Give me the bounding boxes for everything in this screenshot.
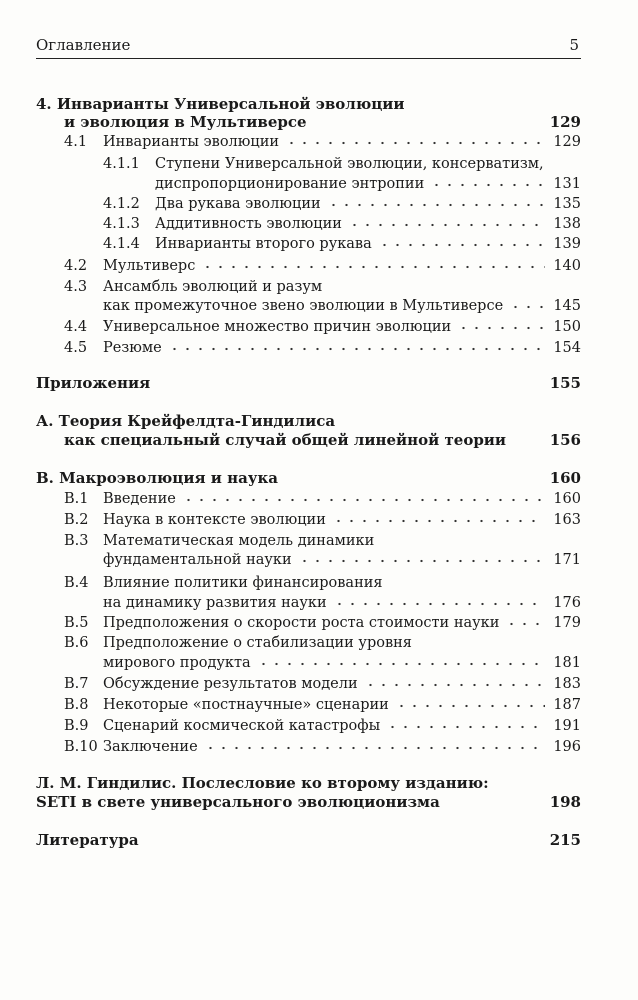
entry-title-line1: Предположение о стабилизации уровня bbox=[103, 635, 412, 651]
appendix-a-page: 156 bbox=[549, 431, 581, 449]
dot-leader bbox=[332, 519, 545, 523]
entry-title-line1: Ансамбль эволюций и разум bbox=[103, 279, 323, 295]
entry-title: Универсальное множество причин эволюции bbox=[103, 319, 452, 335]
dot-leader bbox=[505, 622, 545, 626]
header-title: Оглавление bbox=[36, 36, 131, 54]
entry-page: 145 bbox=[553, 298, 581, 314]
dot-leader bbox=[457, 326, 545, 330]
dot-leader bbox=[364, 683, 546, 687]
chapter-4-title-line2[interactable]: и эволюция в Мультиверсе bbox=[64, 113, 307, 131]
dot-leader bbox=[327, 203, 546, 207]
entry-title-line2: как промежуточное звено эволюции в Мультиверсе bbox=[103, 298, 504, 314]
dot-leader bbox=[168, 347, 546, 351]
entry-page: 131 bbox=[553, 176, 581, 192]
entry-page: 196 bbox=[553, 739, 581, 755]
entry-title: Некоторые «постнаучные» сценарии bbox=[103, 697, 389, 713]
entry-title: Сценарий космической катастрофы bbox=[103, 718, 381, 734]
entry-number: 4.1.1 bbox=[103, 156, 140, 172]
entry-page: 150 bbox=[553, 319, 581, 335]
entry-number: B.9 bbox=[64, 718, 89, 734]
dot-leader bbox=[204, 746, 546, 750]
entry-page: 129 bbox=[553, 134, 581, 150]
entry-number: B.5 bbox=[64, 615, 89, 631]
entry-page: 139 bbox=[553, 236, 581, 252]
header-page-number: 5 bbox=[569, 36, 579, 54]
entry-number: B.10 bbox=[64, 739, 98, 755]
running-header bbox=[36, 36, 581, 59]
entry-number: 4.5 bbox=[64, 340, 88, 356]
entry-page: 187 bbox=[553, 697, 581, 713]
entry-page: 140 bbox=[553, 258, 581, 274]
appendix-a-title-line2[interactable]: как специальный случай общей линейной теории bbox=[64, 431, 507, 449]
dot-leader bbox=[257, 662, 546, 666]
dot-leader bbox=[430, 183, 545, 187]
entry-number: B.2 bbox=[64, 512, 89, 528]
entry-title: Заключение bbox=[103, 739, 198, 755]
entry-number: 4.2 bbox=[64, 258, 88, 274]
afterword-title-line2[interactable]: SETI в свете универсального эволюционизма bbox=[36, 793, 440, 811]
entry-page: 179 bbox=[553, 615, 581, 631]
entry-title: Инварианты второго рукава bbox=[155, 236, 372, 252]
entry-title: Мультиверс bbox=[103, 258, 196, 274]
entry-number: B.4 bbox=[64, 575, 89, 591]
entry-title-line2: мирового продукта bbox=[103, 655, 251, 671]
entry-page: 181 bbox=[553, 655, 581, 671]
dot-leader bbox=[378, 243, 546, 247]
entry-number: B.1 bbox=[64, 491, 89, 507]
entry-page: 163 bbox=[553, 512, 581, 528]
references-page: 215 bbox=[549, 831, 581, 849]
entry-title-line1: Влияние политики финансирования bbox=[103, 575, 383, 591]
entry-number: 4.1.4 bbox=[103, 236, 140, 252]
entry-number: B.7 bbox=[64, 676, 89, 692]
entry-title-line2: фундаментальной науки bbox=[103, 552, 292, 568]
references-title[interactable]: Литература bbox=[36, 831, 139, 849]
entry-title-line1: Ступени Универсальной эволюции, консерватизм, bbox=[155, 156, 544, 172]
entry-page: 138 bbox=[553, 216, 581, 232]
dot-leader bbox=[348, 223, 545, 227]
entry-number: 4.1 bbox=[64, 134, 88, 150]
entry-title-line2: диспропорционирование энтропии bbox=[155, 176, 425, 192]
entry-page: 160 bbox=[553, 491, 581, 507]
entry-page: 183 bbox=[553, 676, 581, 692]
entry-number: B.8 bbox=[64, 697, 89, 713]
entry-title: Резюме bbox=[103, 340, 162, 356]
entry-title-line1: Математическая модель динамики bbox=[103, 533, 375, 549]
dot-leader bbox=[386, 725, 545, 729]
entry-title: Введение bbox=[103, 491, 176, 507]
entry-number: 4.1.3 bbox=[103, 216, 140, 232]
afterword-page: 198 bbox=[549, 793, 581, 811]
entry-number: 4.1.2 bbox=[103, 196, 140, 212]
entry-title-line2: на динамику развития науки bbox=[103, 595, 327, 611]
dot-leader bbox=[201, 265, 545, 269]
dot-leader bbox=[395, 704, 545, 708]
entry-title: Инварианты эволюции bbox=[103, 134, 280, 150]
dot-leader bbox=[333, 602, 546, 606]
dot-leader bbox=[285, 141, 545, 145]
dot-leader bbox=[298, 559, 546, 563]
appendix-a-title-line1[interactable]: А. Теория Крейфелдта-Гиндилиса bbox=[36, 412, 336, 430]
appendix-b-page: 160 bbox=[549, 469, 581, 487]
entry-number: B.3 bbox=[64, 533, 89, 549]
entry-title: Аддитивность эволюции bbox=[155, 216, 342, 232]
entry-number: 4.4 bbox=[64, 319, 88, 335]
entry-title: Обсуждение результатов модели bbox=[103, 676, 358, 692]
dot-leader bbox=[182, 498, 545, 502]
dot-leader bbox=[509, 305, 545, 309]
afterword-title-line1[interactable]: Л. М. Гиндилис. Послесловие ко второму изданию: bbox=[36, 774, 489, 792]
entry-number: 4.3 bbox=[64, 279, 88, 295]
entry-title: Предположения о скорости роста стоимости науки bbox=[103, 615, 500, 631]
chapter-4-page: 129 bbox=[549, 113, 581, 131]
appendix-b-title[interactable]: B. Макроэволюция и наука bbox=[36, 469, 278, 487]
entry-page: 154 bbox=[553, 340, 581, 356]
entry-title: Наука в контексте эволюции bbox=[103, 512, 326, 528]
entry-title: Два рукава эволюции bbox=[155, 196, 321, 212]
entry-page: 171 bbox=[553, 552, 581, 568]
entry-page: 176 bbox=[553, 595, 581, 611]
chapter-4-title-line1[interactable]: 4. Инварианты Универсальной эволюции bbox=[36, 95, 405, 113]
entry-number: B.6 bbox=[64, 635, 89, 651]
appendices-page: 155 bbox=[549, 374, 581, 392]
entry-page: 135 bbox=[553, 196, 581, 212]
entry-page: 191 bbox=[553, 718, 581, 734]
appendices-title[interactable]: Приложения bbox=[36, 374, 151, 392]
